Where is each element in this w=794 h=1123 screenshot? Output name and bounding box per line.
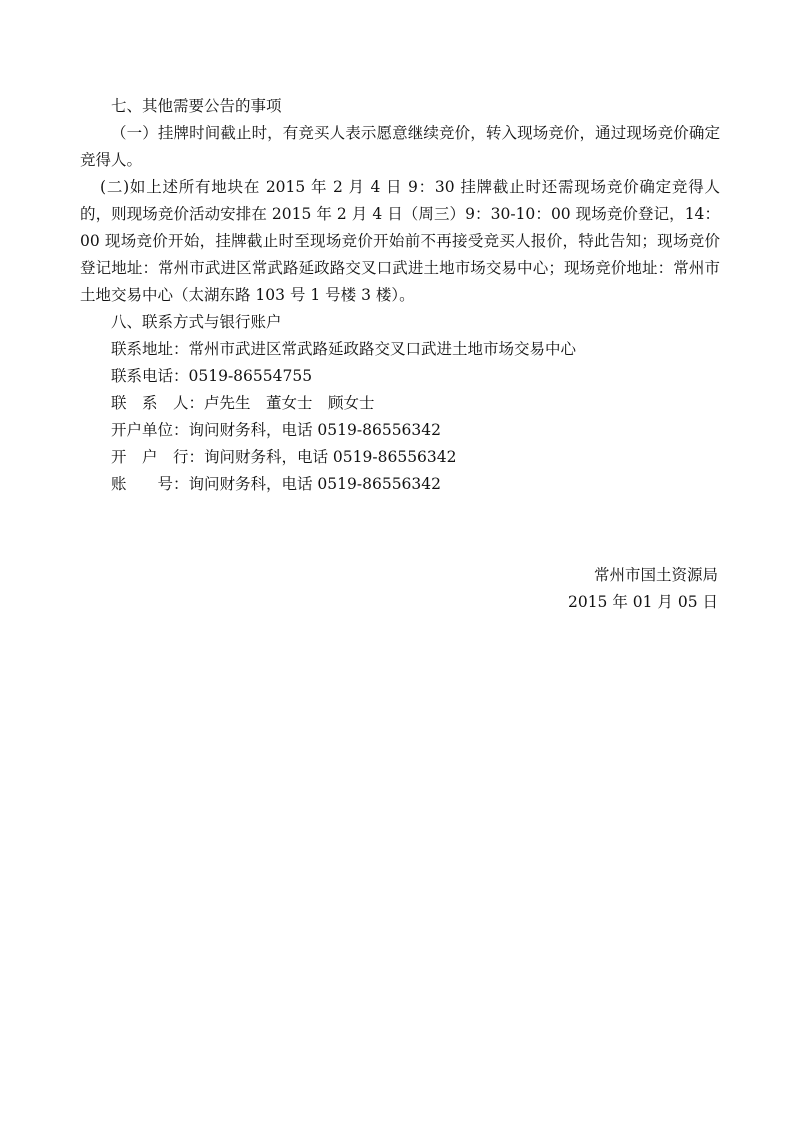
document-body	[80, 93, 720, 498]
contact-address: 联系地址：常州市武进区常武路延政路交叉口武进土地市场交易中心	[111, 340, 577, 358]
contact-phone: 联系电话：0519-86554755	[111, 367, 313, 385]
account-number: 账 号：询问财务科，电话 0519-86556342	[111, 475, 442, 493]
section7-heading: 七、其他需要公告的事项	[111, 97, 282, 115]
account-bank: 开 户 行：询问财务科，电话 0519-86556342	[111, 448, 457, 466]
signature-date: 2015 年 01 月 05 日	[567, 593, 718, 611]
section7-item1: （一）挂牌时间截止时，有竞买人表示愿意继续竞价，转入现场竞价，通过现场竞价确定竞得人。	[80, 124, 720, 169]
account-unit: 开户单位：询问财务科，电话 0519-86556342	[111, 421, 442, 439]
section7-item2: (二)如上述所有地块在 2015 年 2 月 4 日 9：30 挂牌截止时还需现场竞价确定竞得人的，则现场竞价活动安排在 2015 年 2 月 4 日（周三）9：30-10：00 现场竞价登记，14：00 现场竞价开始，挂牌截止时至现场竞价开始前不再接受竞买人报价，特此告知；现场竞价登记地址：常州市武进区常武路延政路交叉口武进土地市场交易中心；现场竞价地址：常州市土地交易中心（太湖东路 103 号 1 号楼 3 楼）。	[80, 178, 720, 304]
signature-org: 常州市国土资源局	[593, 566, 718, 584]
section8-heading: 八、联系方式与银行账户	[111, 313, 282, 331]
contact-persons: 联 系 人：卢先生 董女士 顾女士	[111, 394, 375, 412]
